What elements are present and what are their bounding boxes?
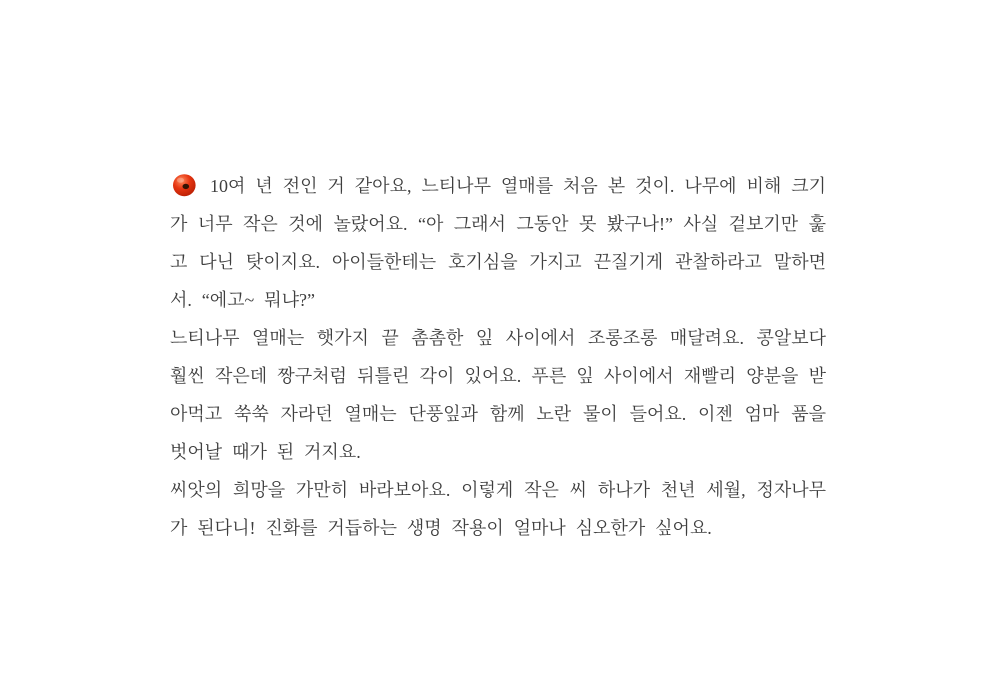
text-line [170,167,826,205]
text-line: 훨씬 작은데 짱구처럼 뒤틀린 각이 있어요. 푸른 잎 사이에서 재빨리 양분을 받 [170,366,826,386]
body-text [170,167,826,547]
text-line: 고 다닌 탓이지요. 아이들한테는 호기심을 가지고 끈질기게 관찰하라고 말하면 [170,252,826,272]
red-berry-icon-svg [172,173,197,198]
text-line: 서. “에고~ 뭐냐?” [170,290,315,310]
text-line: 가 너무 작은 것에 놀랐어요. “아 그래서 그동안 못 봤구나!” 사실 겉보기만 훑 [170,214,826,234]
text-line: 느티나무 열매는 햇가지 끝 촘촘한 잎 사이에서 조롱조롱 매달려요. 콩알보다 [170,328,826,348]
text-line: 아먹고 쑥쑥 자라던 열매는 단풍잎과 함께 노란 물이 들어요. 이젠 엄마 품을 [170,404,826,424]
text-line: 가 된다니! 진화를 거듭하는 생명 작용이 얼마나 심오한가 싶어요. [170,518,712,538]
text-line: 씨앗의 희망을 가만히 바라보아요. 이렇게 작은 씨 하나가 천년 세월, 정자나무 [170,480,826,500]
text-line-content: 10여 년 전인 거 같아요, 느티나무 열매를 처음 본 것이. 나무에 비해 크기 [210,176,826,196]
text-line: 벗어날 때가 된 거지요. [170,442,361,462]
red-berry-icon [172,173,197,198]
